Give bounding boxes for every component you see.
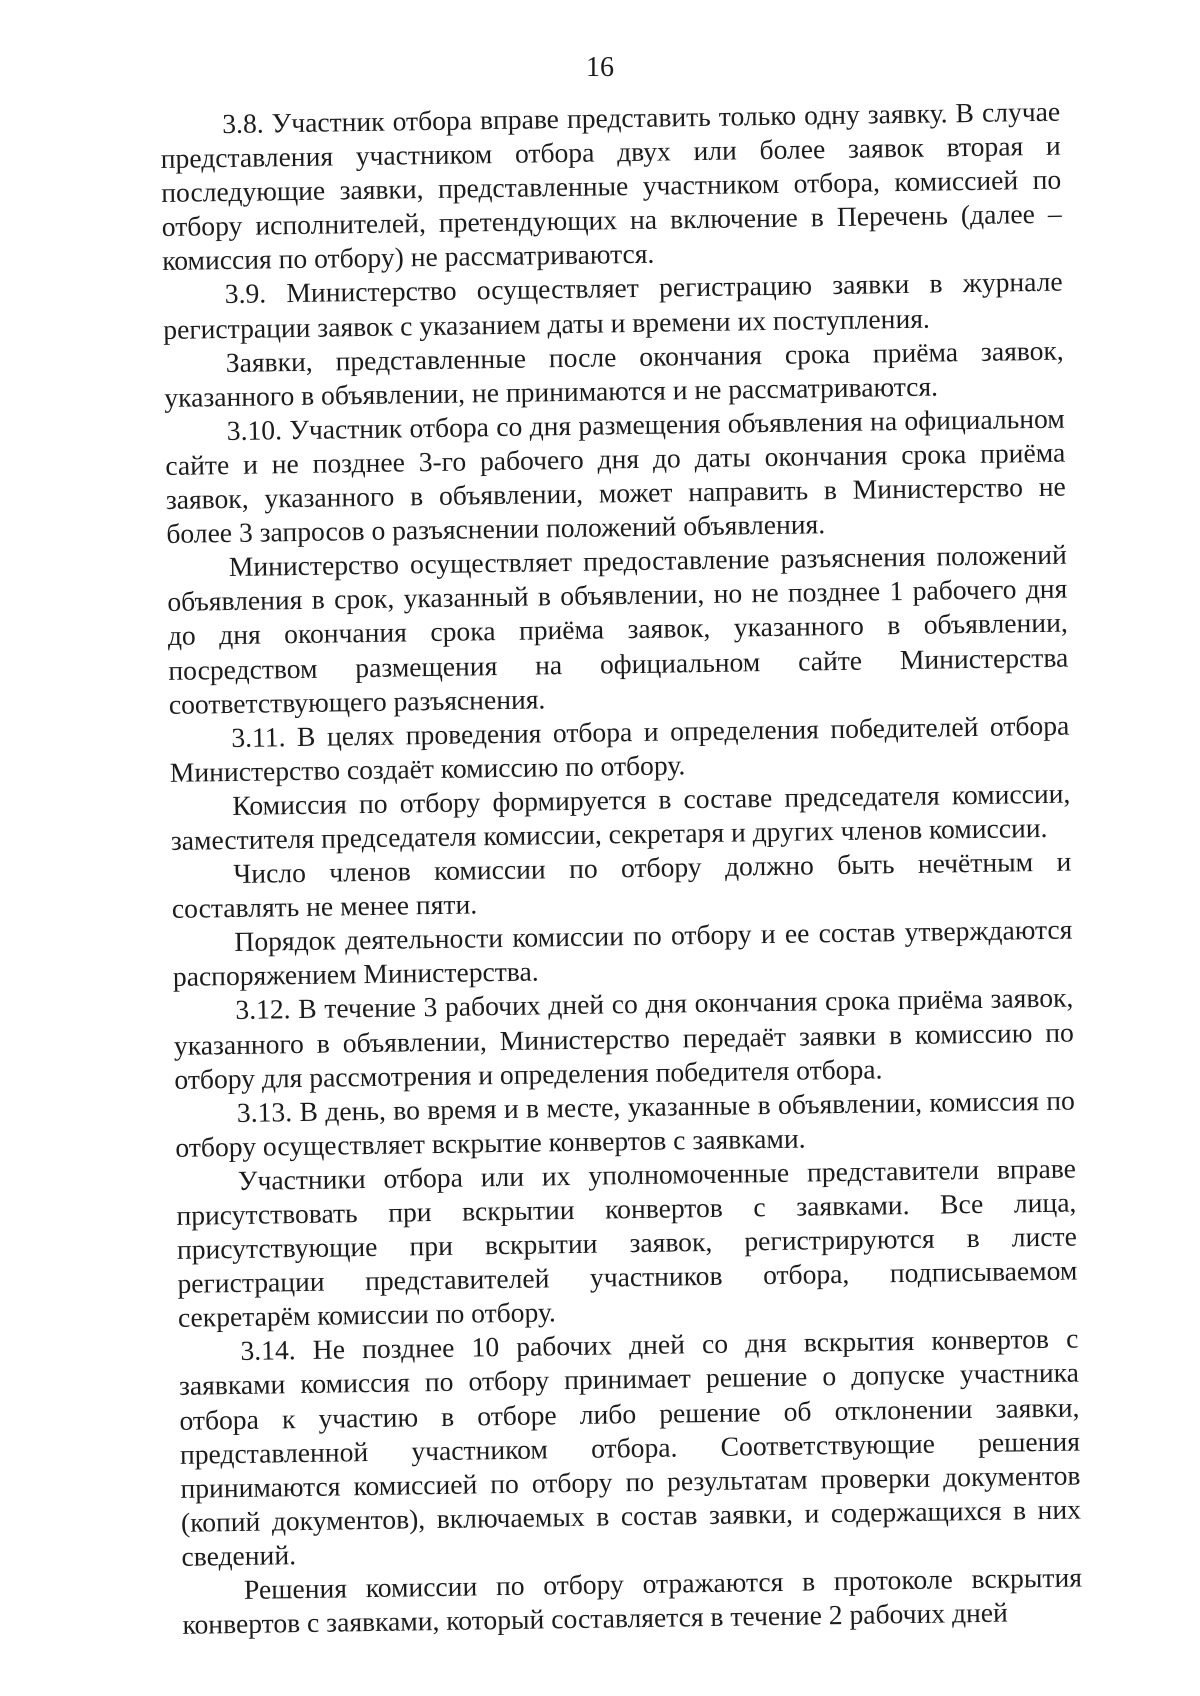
paragraph-3-13: 3.13. В день, во время и в месте, указанные в объявлении, комиссия по отбору осуществляет вскрытие конвертов с заявками.: [175, 1084, 1076, 1163]
paragraph-3-8: 3.8. Участник отбора вправе представить только одну заявку. В случае представления участником отбора двух или более заявок вторая и последующие заявки, представленные участником отбора, комиссией по отбору исполнителей, претендующих на включение в Перечень (далее – комиссия по отбору) не рассматриваются.: [160, 95, 1062, 277]
paragraph-3-10: 3.10. Участник отбора со дня размещения объявления на официальном сайте и не позднее 3-го рабочего дня до даты окончания срока приёма заявок, указанного в объявлении, может направить в Министерство не более 3 запросов о разъяснении положений объявления.: [165, 402, 1066, 550]
paragraph-3-14: 3.14. Не позднее 10 рабочих дней со дня вскрытия конвертов с заявками комиссия по отбору принимает решение о допуске участника отбора к участию в отборе либо решение об отклонении заявки, представленной участником отбора. Соответствующие решения принимаются комиссией по отбору по результатам проверки документов (копий документов), включаемых в состав заявки, и содержащихся в них сведений.: [178, 1322, 1082, 1572]
document-body: [160, 95, 1083, 1642]
page-number: 16: [586, 52, 614, 83]
paragraph-3-11: 3.11. В целях проведения отбора и определения победителей отбора Министерство создаёт комиссию по отбору.: [169, 709, 1070, 788]
paragraph-3-12: 3.12. В течение 3 рабочих дней со дня окончания срока приёма заявок, указанного в объявлении, Министерство передаёт заявки в комиссию по отбору для рассмотрения и определения победителя отбора.: [173, 981, 1075, 1095]
paragraph-3-9: 3.9. Министерство осуществляет регистрацию заявки в журнале регистрации заявок с указанием даты и времени их поступления.: [163, 266, 1063, 345]
paragraph-members-count: Число членов комиссии по отбору должно быть нечётным и составлять не менее пяти.: [171, 845, 1072, 925]
paragraph-clarification: Министерство осуществляет предоставление разъяснения положений объявления в срок, указанный в объявлении, но не позднее 1 рабочего дня до дня окончания срока приёма заявок, указанного в объявлении, посредством размещения на официальном сайте Министерства соответствующего разъяснения.: [167, 538, 1069, 720]
paragraph-commission-composition: Комиссия по отбору формируется в составе председателя комиссии, заместителя председателя комиссии, секретаря и других членов комиссии.: [170, 777, 1071, 856]
paragraph-commission-procedure: Порядок деятельности комиссии по отбору и ее состав утверждаются распоряжением Министерства.: [172, 913, 1073, 993]
paragraph-participants-presence: Участники отбора или их уполномоченные представители вправе присутствовать при вскрытии конвертов с заявками. Все лица, присутствующие при вскрытии заявок, регистрируются в листе регистрации представителей участников отбора, подписываемом секретарём комиссии по отбору.: [176, 1152, 1078, 1334]
paragraph-protocol: Решения комиссии по отбору отражаются в протоколе вскрытия конвертов с заявками, который составляется в течение 2 рабочих дней: [182, 1561, 1083, 1640]
paragraph-late-applications: Заявки, представленные после окончания срока приёма заявок, указанного в объявлении, не принимаются и не рассматриваются.: [164, 334, 1064, 413]
